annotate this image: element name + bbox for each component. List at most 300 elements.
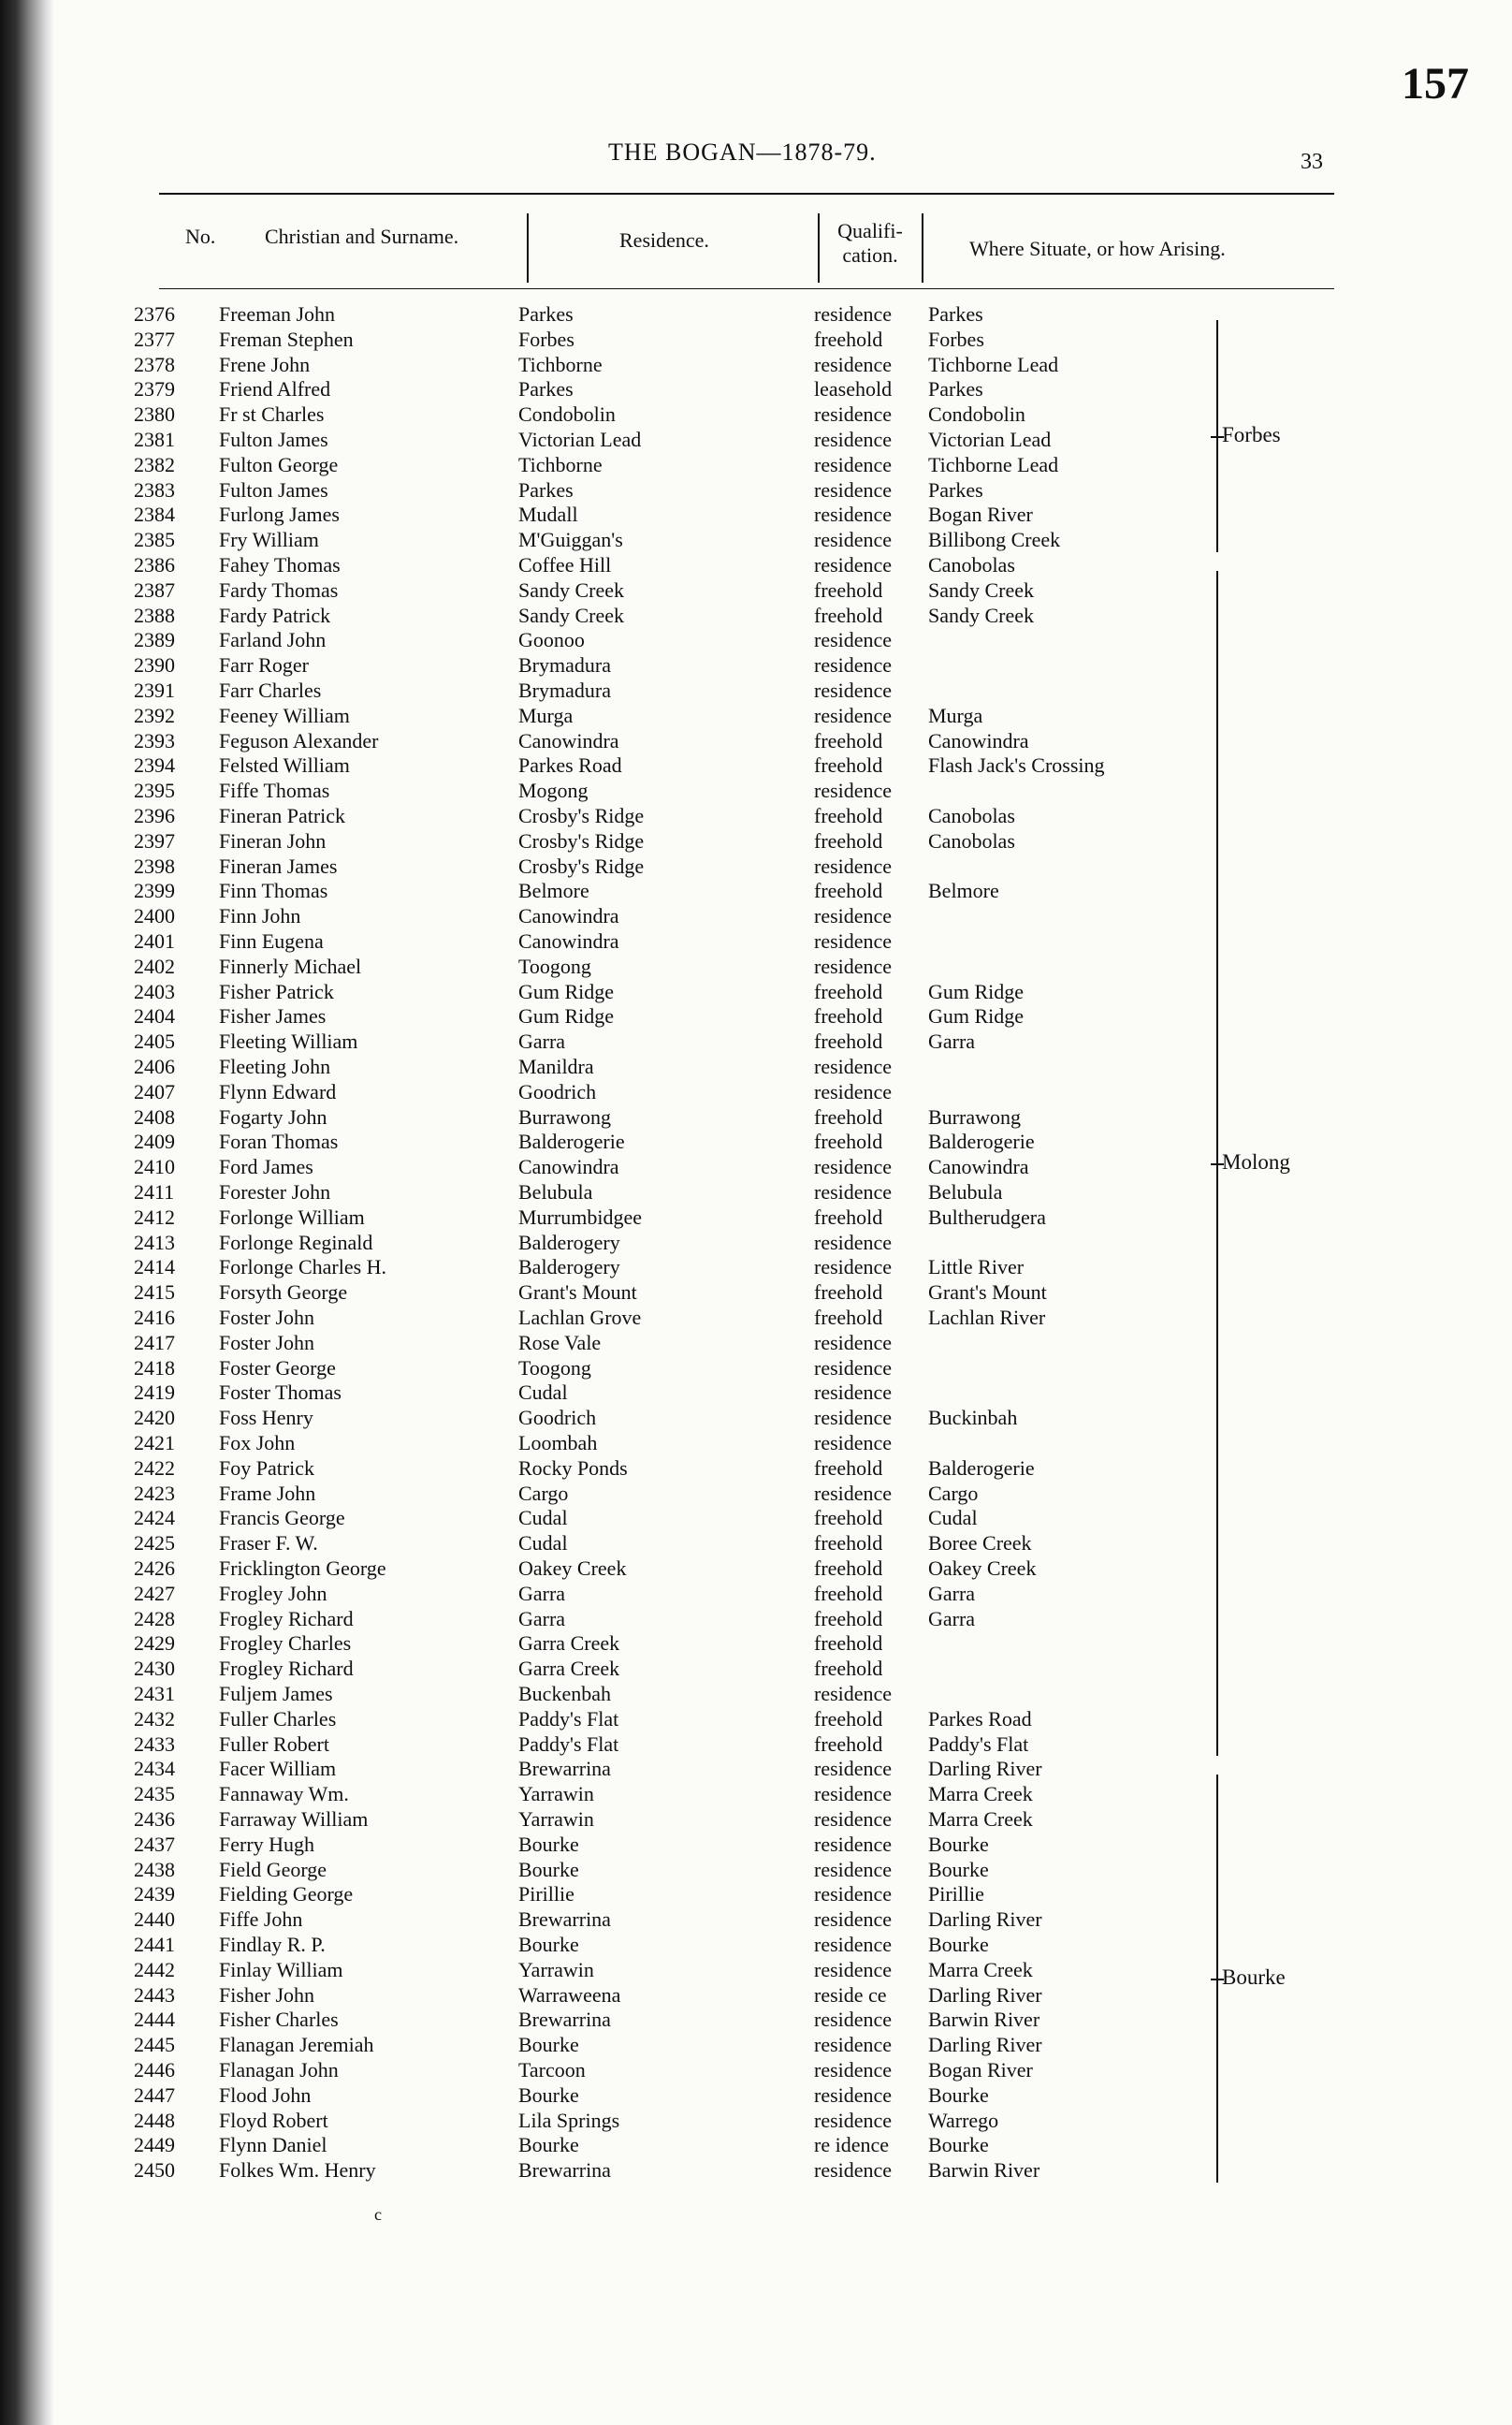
- entry-number: 2382: [134, 452, 175, 476]
- entry-qualification: residence: [814, 1933, 893, 1956]
- entry-qualification: freehold: [814, 979, 883, 1003]
- entry-number: 2397: [134, 828, 175, 853]
- entry-number: 2395: [134, 779, 175, 803]
- entry-residence: Gum Ridge: [518, 979, 615, 1003]
- table-row: [0, 1380, 1512, 1405]
- table-row: [0, 652, 1512, 678]
- entry-number: 2405: [134, 1030, 175, 1054]
- entry-where-situate: Garra: [928, 1606, 976, 1630]
- entry-qualification: freehold: [814, 1706, 883, 1731]
- entry-residence: Yarrawin: [518, 1807, 594, 1831]
- entry-where-situate: Lachlan River: [928, 1306, 1046, 1329]
- entry-name: Finn John: [219, 904, 301, 928]
- entry-where-situate: Canobolas: [928, 828, 1015, 853]
- table-row: [0, 427, 1512, 452]
- entry-where-situate: Warrego: [928, 2108, 999, 2132]
- entry-residence: Grant's Mount: [518, 1280, 637, 1305]
- table-row: [0, 1832, 1512, 1857]
- entry-number: 2390: [134, 653, 175, 678]
- table-row: [0, 477, 1512, 503]
- entry-residence: Sandy Creek: [518, 577, 625, 602]
- table-row: [0, 878, 1512, 903]
- entry-name: Facer William: [219, 1757, 337, 1781]
- entry-qualification: residence: [814, 1757, 893, 1781]
- table-row: [0, 376, 1512, 402]
- entry-name: Ferry Hugh: [219, 1832, 315, 1856]
- entry-number: 2419: [134, 1380, 175, 1405]
- entry-residence: Murrumbidgee: [518, 1205, 642, 1229]
- entry-where-situate: Balderogerie: [928, 1130, 1035, 1154]
- table-row: [0, 1606, 1512, 1631]
- table-row: [0, 778, 1512, 803]
- entry-where-situate: Bourke: [928, 1857, 989, 1881]
- entry-number: 2413: [134, 1230, 175, 1254]
- entry-name: Fuller Robert: [219, 1731, 329, 1756]
- entry-name: Folkes Wm. Henry: [219, 2158, 376, 2183]
- table-row: [0, 352, 1512, 377]
- table-row: [0, 2057, 1512, 2082]
- entry-qualification: residence: [814, 703, 893, 727]
- entry-number: 2407: [134, 1079, 175, 1103]
- entry-name: Fr st Charles: [219, 402, 325, 427]
- entry-name: Farland John: [219, 628, 327, 652]
- entry-qualification: residence: [814, 1255, 893, 1279]
- entry-number: 2442: [134, 1957, 175, 1981]
- entry-name: Fahey Thomas: [219, 553, 341, 577]
- entry-qualification: residence: [814, 1079, 893, 1103]
- entry-number: 2428: [134, 1606, 175, 1630]
- table-row: [0, 703, 1512, 728]
- entry-qualification: residence: [814, 1957, 893, 1981]
- entry-number: 2396: [134, 804, 175, 827]
- entry-residence: Oakey Creek: [518, 1556, 627, 1580]
- entry-name: Frogley John: [219, 1581, 327, 1605]
- entry-residence: Crosby's Ridge: [518, 828, 645, 853]
- table-row: [0, 301, 1512, 327]
- entry-residence: Loombah: [518, 1431, 598, 1454]
- entry-where-situate: Burrawong: [928, 1104, 1021, 1129]
- entry-number: 2440: [134, 1907, 175, 1932]
- entry-name: Foran Thomas: [219, 1130, 339, 1154]
- table-row: [0, 678, 1512, 703]
- entry-qualification: residence: [814, 1782, 893, 1806]
- entry-number: 2450: [134, 2158, 175, 2183]
- entry-number: 2439: [134, 1882, 175, 1906]
- header-top-rule: [159, 193, 1334, 195]
- entry-where-situate: Bogan River: [928, 2058, 1033, 2082]
- entry-name: Farraway William: [219, 1807, 369, 1831]
- table-row: [0, 1305, 1512, 1330]
- entry-qualification: residence: [814, 1481, 893, 1505]
- entry-residence: Tarcoon: [518, 2058, 586, 2082]
- table-row: [0, 1656, 1512, 1681]
- entry-residence: Yarrawin: [518, 1782, 594, 1806]
- entry-where-situate: Parkes: [928, 377, 983, 402]
- entry-qualification: residence: [814, 1832, 893, 1856]
- entry-qualification: freehold: [814, 1506, 883, 1530]
- entry-number: 2423: [134, 1481, 175, 1505]
- entry-residence: Balderogery: [518, 1230, 620, 1254]
- entry-name: Fraser F. W.: [219, 1531, 318, 1556]
- entry-residence: Murga: [518, 703, 574, 727]
- entry-number: 2408: [134, 1104, 175, 1129]
- entry-residence: Garra: [518, 1581, 566, 1605]
- header-no: No.: [185, 225, 216, 248]
- entry-where-situate: Flash Jack's Crossing: [928, 753, 1105, 778]
- entry-residence: Balderogery: [518, 1255, 620, 1279]
- entry-where-situate: Marra Creek: [928, 1782, 1033, 1806]
- table-row: [0, 1932, 1512, 1957]
- table-row: [0, 752, 1512, 778]
- entry-name: Francis George: [219, 1506, 345, 1530]
- entry-residence: Bourke: [518, 1857, 579, 1881]
- entry-name: Foster John: [219, 1330, 315, 1354]
- entry-name: Frogley Richard: [219, 1657, 354, 1681]
- table-row: [0, 1681, 1512, 1706]
- entry-number: 2380: [134, 402, 175, 427]
- entry-number: 2400: [134, 904, 175, 928]
- entry-qualification: residence: [814, 477, 893, 502]
- entry-qualification: freehold: [814, 1455, 883, 1480]
- table-row: [0, 1430, 1512, 1455]
- entry-number: 2386: [134, 553, 175, 577]
- entry-where-situate: Bogan River: [928, 503, 1033, 527]
- entry-name: Fiffe John: [219, 1907, 303, 1932]
- header-divider: [527, 213, 529, 283]
- entry-name: Finn Eugena: [219, 929, 324, 953]
- entry-number: 2403: [134, 979, 175, 1003]
- entry-residence: Buckenbah: [518, 1682, 611, 1705]
- entry-name: Fisher Charles: [219, 2008, 339, 2032]
- entry-qualification: residence: [814, 779, 893, 803]
- entry-name: Frogley Richard: [219, 1606, 354, 1630]
- entry-name: Freeman John: [219, 302, 336, 326]
- entry-name: Fiffe Thomas: [219, 779, 330, 803]
- entry-qualification: leasehold: [814, 377, 893, 402]
- entry-residence: Cudal: [518, 1531, 568, 1556]
- entry-number: 2447: [134, 2082, 175, 2107]
- entry-number: 2433: [134, 1731, 175, 1756]
- entry-residence: Brewarrina: [518, 2008, 611, 2032]
- entry-qualification: residence: [814, 1355, 893, 1380]
- table-row: [0, 1104, 1512, 1130]
- entry-residence: Sandy Creek: [518, 603, 625, 627]
- entry-qualification: reside ce: [814, 1982, 887, 2007]
- entry-residence: Cudal: [518, 1380, 568, 1405]
- entry-number: 2385: [134, 528, 175, 552]
- entry-where-situate: Cargo: [928, 1481, 979, 1505]
- entry-name: Fisher James: [219, 1004, 327, 1029]
- entry-residence: Parkes: [518, 477, 574, 502]
- header-divider: [922, 213, 923, 283]
- table-row: [0, 2108, 1512, 2133]
- entry-name: Fisher John: [219, 1982, 315, 2007]
- entry-where-situate: Cudal: [928, 1506, 978, 1530]
- entry-residence: Belmore: [518, 879, 589, 903]
- entry-qualification: residence: [814, 2082, 893, 2107]
- entry-number: 2379: [134, 377, 175, 402]
- entry-name: Fuller Charles: [219, 1706, 337, 1731]
- entry-number: 2376: [134, 302, 175, 326]
- entry-number: 2426: [134, 1556, 175, 1580]
- entry-name: Flynn Daniel: [219, 2133, 327, 2157]
- entry-residence: Canowindra: [518, 1155, 619, 1179]
- entry-number: 2391: [134, 679, 175, 702]
- entry-name: Fineran Patrick: [219, 804, 346, 827]
- entry-number: 2422: [134, 1455, 175, 1480]
- entry-qualification: residence: [814, 653, 893, 678]
- district-label: Forbes: [1222, 423, 1281, 446]
- entry-where-situate: Little River: [928, 1255, 1025, 1279]
- entry-number: 2446: [134, 2058, 175, 2082]
- entry-number: 2394: [134, 753, 175, 778]
- entry-name: Frogley Charles: [219, 1631, 352, 1656]
- entry-residence: Coffee Hill: [518, 553, 612, 577]
- table-row: [0, 1906, 1512, 1932]
- entry-qualification: residence: [814, 1406, 893, 1430]
- entry-number: 2418: [134, 1355, 175, 1380]
- entry-name: Foster Thomas: [219, 1380, 342, 1405]
- entry-number: 2398: [134, 854, 175, 878]
- entry-number: 2417: [134, 1330, 175, 1354]
- entry-name: Fuljem James: [219, 1682, 333, 1705]
- entry-residence: Lachlan Grove: [518, 1306, 642, 1329]
- entry-name: Foss Henry: [219, 1406, 313, 1430]
- entry-where-situate: Billibong Creek: [928, 528, 1061, 552]
- table-row: [0, 327, 1512, 352]
- table-row: [0, 1054, 1512, 1079]
- entry-qualification: freehold: [814, 577, 883, 602]
- entry-qualification: residence: [814, 503, 893, 527]
- entry-residence: Tichborne: [518, 352, 603, 376]
- entry-residence: Brewarrina: [518, 1907, 611, 1932]
- table-row: [0, 552, 1512, 577]
- header-qualification: Qualifi- cation.: [837, 219, 903, 267]
- entry-name: Frene John: [219, 352, 311, 376]
- entry-number: 2434: [134, 1757, 175, 1781]
- entry-name: Forlonge Reginald: [219, 1230, 373, 1254]
- entry-where-situate: Sandy Creek: [928, 577, 1035, 602]
- header-bottom-rule: [159, 288, 1334, 289]
- table-row: [0, 1630, 1512, 1656]
- entry-number: 2443: [134, 1982, 175, 2007]
- entry-name: Fulton James: [219, 428, 328, 451]
- table-row: [0, 2032, 1512, 2057]
- entry-qualification: residence: [814, 1807, 893, 1831]
- entry-number: 2424: [134, 1506, 175, 1530]
- entry-qualification: residence: [814, 1907, 893, 1932]
- table-row: [0, 1530, 1512, 1556]
- entry-name: Feeney William: [219, 703, 350, 727]
- entry-number: 2416: [134, 1306, 175, 1329]
- entry-residence: Warraweena: [518, 1982, 621, 2007]
- entry-residence: Parkes: [518, 302, 574, 326]
- table-row: [0, 1756, 1512, 1781]
- entry-number: 2421: [134, 1431, 175, 1454]
- entry-name: Finnerly Michael: [219, 954, 362, 978]
- entry-residence: M'Guiggan's: [518, 528, 623, 552]
- entry-number: 2429: [134, 1631, 175, 1656]
- entry-name: Findlay R. P.: [219, 1933, 326, 1956]
- entry-residence: Garra: [518, 1030, 566, 1054]
- entry-name: Fardy Thomas: [219, 577, 339, 602]
- entry-qualification: freehold: [814, 1731, 883, 1756]
- entry-name: Fleeting William: [219, 1030, 358, 1054]
- entry-residence: Yarrawin: [518, 1957, 594, 1981]
- entry-name: Friend Alfred: [219, 377, 331, 402]
- district-label: Bourke: [1222, 1965, 1286, 1990]
- entry-qualification: freehold: [814, 1205, 883, 1229]
- entry-residence: Goonoo: [518, 628, 585, 652]
- header-name: Christian and Surname.: [265, 225, 459, 248]
- entry-where-situate: Barwin River: [928, 2008, 1040, 2032]
- entry-where-situate: Darling River: [928, 2033, 1042, 2057]
- entry-number: 2393: [134, 728, 175, 752]
- entry-number: 2410: [134, 1155, 175, 1179]
- entry-number: 2404: [134, 1004, 175, 1029]
- entry-name: Foy Patrick: [219, 1455, 315, 1480]
- table-row: [0, 1254, 1512, 1279]
- entry-where-situate: Garra: [928, 1030, 976, 1054]
- entry-number: 2438: [134, 1857, 175, 1881]
- entry-where-situate: Balderogerie: [928, 1455, 1035, 1480]
- entry-residence: Paddy's Flat: [518, 1731, 619, 1756]
- entry-qualification: freehold: [814, 1004, 883, 1029]
- entry-name: Fogarty John: [219, 1104, 327, 1129]
- entry-where-situate: Canowindra: [928, 728, 1029, 752]
- running-head: THE BOGAN—1878-79.: [608, 139, 877, 166]
- entry-qualification: freehold: [814, 1280, 883, 1305]
- entry-number: 2389: [134, 628, 175, 652]
- entry-number: 2420: [134, 1406, 175, 1430]
- entry-qualification: residence: [814, 352, 893, 376]
- entry-number: 2387: [134, 577, 175, 602]
- table-row: [0, 828, 1512, 854]
- entry-where-situate: Tichborne Lead: [928, 452, 1059, 476]
- table-row: [0, 954, 1512, 979]
- table-row: [0, 2157, 1512, 2183]
- entry-where-situate: Bourke: [928, 2082, 989, 2107]
- entry-number: 2436: [134, 1807, 175, 1831]
- entry-qualification: residence: [814, 929, 893, 953]
- entry-name: Floyd Robert: [219, 2108, 328, 2132]
- entry-number: 2431: [134, 1682, 175, 1705]
- table-row: [0, 1405, 1512, 1430]
- entry-number: 2412: [134, 1205, 175, 1229]
- entry-residence: Bourke: [518, 1832, 579, 1856]
- entry-qualification: freehold: [814, 804, 883, 827]
- entry-qualification: residence: [814, 452, 893, 476]
- entry-where-situate: Tichborne Lead: [928, 352, 1059, 376]
- entry-number: 2444: [134, 2008, 175, 2032]
- entry-number: 2437: [134, 1832, 175, 1856]
- entry-residence: Belubula: [518, 1180, 593, 1204]
- entry-qualification: freehold: [814, 753, 883, 778]
- entry-residence: Condobolin: [518, 402, 616, 427]
- entry-where-situate: Belmore: [928, 879, 999, 903]
- entry-qualification: residence: [814, 679, 893, 702]
- entry-qualification: residence: [814, 1682, 893, 1705]
- entry-number: 2402: [134, 954, 175, 978]
- entry-residence: Brewarrina: [518, 2158, 611, 2183]
- entry-qualification: residence: [814, 628, 893, 652]
- entry-name: Forester John: [219, 1180, 331, 1204]
- entry-where-situate: Marra Creek: [928, 1807, 1033, 1831]
- entry-name: Fineran James: [219, 854, 338, 878]
- entry-residence: Bourke: [518, 2033, 579, 2057]
- table-row: [0, 1505, 1512, 1530]
- entry-qualification: freehold: [814, 1130, 883, 1154]
- entry-number: 2381: [134, 428, 175, 451]
- entry-name: Fleeting John: [219, 1055, 331, 1078]
- table-row: [0, 1179, 1512, 1205]
- entry-name: Flood John: [219, 2082, 312, 2107]
- table-row: [0, 502, 1512, 527]
- table-row: [0, 854, 1512, 879]
- entry-name: Feguson Alexander: [219, 728, 379, 752]
- page-number: 157: [1402, 59, 1469, 109]
- entry-number: 2392: [134, 703, 175, 727]
- entry-where-situate: Gum Ridge: [928, 979, 1025, 1003]
- entry-where-situate: Grant's Mount: [928, 1280, 1047, 1305]
- entry-where-situate: Forbes: [928, 327, 984, 351]
- entry-residence: Pirillie: [518, 1882, 574, 1906]
- entry-qualification: residence: [814, 553, 893, 577]
- table-row: [0, 1556, 1512, 1581]
- entry-number: 2377: [134, 327, 175, 351]
- entry-where-situate: Pirillie: [928, 1882, 984, 1906]
- entry-qualification: residence: [814, 2033, 893, 2057]
- district-label: Molong: [1222, 1150, 1290, 1175]
- table-row: [0, 2007, 1512, 2032]
- entry-where-situate: Parkes: [928, 477, 983, 502]
- entry-qualification: residence: [814, 854, 893, 878]
- entry-residence: Paddy's Flat: [518, 1706, 619, 1731]
- entry-residence: Mudall: [518, 503, 578, 527]
- entry-name: Forsyth George: [219, 1280, 348, 1305]
- entry-qualification: residence: [814, 1330, 893, 1354]
- table-row: [0, 577, 1512, 603]
- table-row: [0, 627, 1512, 652]
- table-row: [0, 803, 1512, 828]
- table-row: [0, 1481, 1512, 1506]
- district-brace: [1198, 320, 1218, 552]
- entry-number: 2427: [134, 1581, 175, 1605]
- table-row: [0, 452, 1512, 477]
- entry-residence: Bourke: [518, 1933, 579, 1956]
- table-row: [0, 1279, 1512, 1305]
- entry-number: 2414: [134, 1255, 175, 1279]
- entry-where-situate: Oakey Creek: [928, 1556, 1037, 1580]
- table-row: [0, 1806, 1512, 1832]
- entry-residence: Goodrich: [518, 1079, 597, 1103]
- entry-number: 2384: [134, 503, 175, 527]
- entry-number: 2406: [134, 1055, 175, 1078]
- entry-residence: Burrawong: [518, 1104, 611, 1129]
- entry-name: Freman Stephen: [219, 327, 354, 351]
- entry-number: 2411: [134, 1180, 175, 1204]
- entry-name: Felsted William: [219, 753, 350, 778]
- entry-residence: Lila Springs: [518, 2108, 620, 2132]
- entry-qualification: residence: [814, 302, 893, 326]
- entry-name: Foster John: [219, 1306, 315, 1329]
- entry-residence: Victorian Lead: [518, 428, 642, 451]
- entry-residence: Bourke: [518, 2082, 579, 2107]
- table-row: [0, 2082, 1512, 2108]
- district-brace: [1198, 571, 1218, 1756]
- entry-name: Fox John: [219, 1431, 296, 1454]
- entry-where-situate: Belubula: [928, 1180, 1003, 1204]
